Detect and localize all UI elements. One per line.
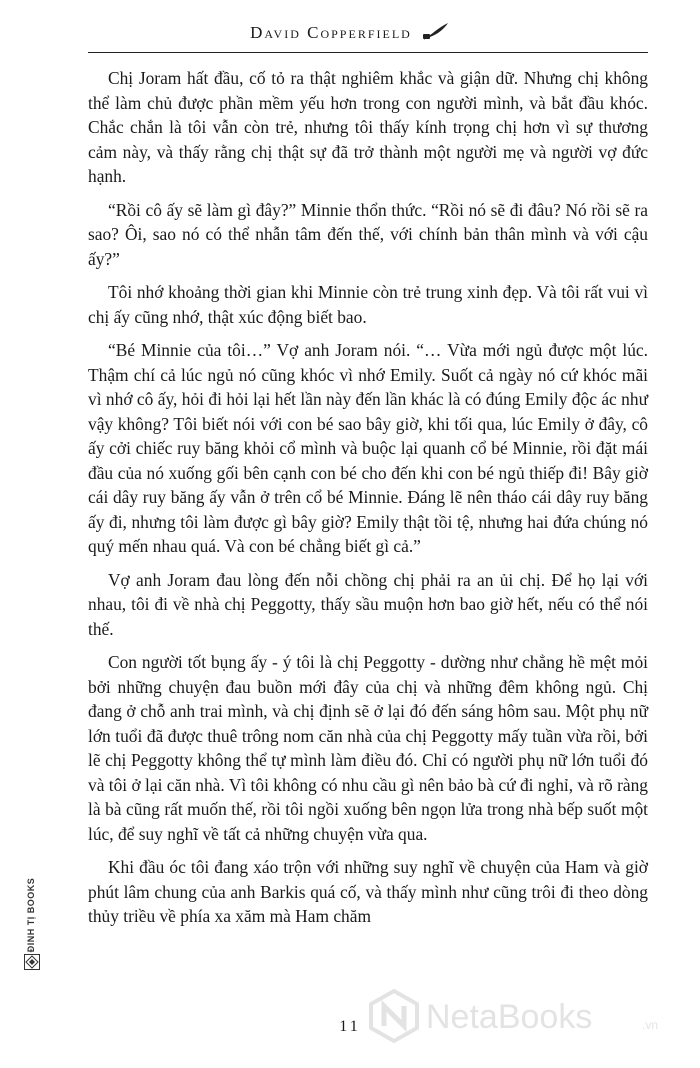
netabooks-logo-icon	[368, 988, 420, 1044]
dinhti-logo-icon	[24, 954, 40, 970]
watermark-text: NetaBooks	[426, 998, 593, 1036]
watermark-suffix: .vn	[642, 1018, 659, 1032]
quill-icon	[422, 22, 450, 40]
paragraph-4: “Bé Minnie của tôi…” Vợ anh Joram nói. “… Vừa mới ngủ được một lúc. Thậm chí cả lúc ngủ nó cũng khóc vì nhớ Emily. Suốt cả ngày nó cứ khóc mãi vì nhớ cô ấy, hỏi đi hỏi lại hết lần này đến lần khác là có đúng Emily độc ác như vậy không? Tôi biết nói với con bé sao bây giờ, khi tối qua, lúc Emily ở đây, cô ấy cởi chiếc ruy băng khỏi cổ mình và buộc lại quanh cổ bé Minnie, rồi đặt mái đầu của nó xuống gối bên cạnh con bé cho đến khi con bé ngủ thiếp đi! Bây giờ cái dây ruy băng ấy vẫn ở trên cổ bé Minnie. Đáng lẽ nên tháo cái dây ruy băng ấy đi, nhưng tôi làm được gì bây giờ? Emily thật tồi tệ, nhưng hai đứa chúng nó quý mến nhau quá. Và con bé chẳng biết gì cả.”	[88, 340, 648, 556]
paragraph-5: Vợ anh Joram đau lòng đến nỗi chồng chị phải ra an ủi chị. Để họ lại với nhau, tôi đi về nhà chị Peggotty, thấy sầu muộn hơn bao giờ hết, nếu có thể nói thế.	[88, 569, 648, 639]
paragraph-3: Tôi nhớ khoảng thời gian khi Minnie còn trẻ trung xinh đẹp. Và tôi rất vui vì chị ấy cũng nhớ, thật xúc động biết bao.	[88, 282, 648, 327]
paragraph-1: Chị Joram hất đầu, cố tỏ ra thật nghiêm khắc và giận dữ. Nhưng chị không thể làm chủ được phần mềm yếu hơn trong con người mình, và bắt đầu khóc. Chắc chắn là tôi vẫn còn trẻ, nhưng tôi thấy kính trọng chị hơn vì sự thương cảm này, và thấy rằng chị thật sự đã trở thành một người mẹ và người vợ đức hạnh.	[88, 68, 648, 186]
running-header	[0, 22, 700, 43]
page-number: 11	[339, 1018, 361, 1035]
side-brand	[24, 877, 40, 970]
paragraph-6: Con người tốt bụng ấy - ý tôi là chị Peggotty - dường như chẳng hề mệt mỏi bởi những chuyện đau buồn mới đây của chị và những đêm không ngủ. Chị đang ở chỗ anh trai mình, và chị định sẽ ở lại đó đến sáng hôm sau. Một phụ nữ lớn tuổi đã được thuê trông nom căn nhà của chị Peggotty mấy tuần vừa rồi, bởi lẽ chị Peggotty không thể tự mình làm điều đó. Chỉ có người phụ nữ lớn tuổi đó và tôi ở lại căn nhà. Vì tôi không có nhu cầu gì nên bảo bà cứ đi nghỉ, và rõ ràng là bà cũng rất muốn thế, rồi tôi ngồi xuống bên ngọn lửa trong nhà bếp suốt một lúc, để suy nghĩ về tất cả những chuyện vừa qua.	[88, 652, 648, 844]
paragraph-7: Khi đầu óc tôi đang xáo trộn với những suy nghĩ về chuyện của Ham và giờ phút lâm chung của anh Barkis quá cố, và thấy mình như cũng trôi đi theo dòng thủy triều về phía xa xăm mà Ham chăm	[88, 857, 648, 926]
netabooks-watermark	[368, 988, 688, 1048]
header-title: David Copperfield	[250, 23, 412, 42]
paragraph-2: “Rồi cô ấy sẽ làm gì đây?” Minnie thổn thức. “Rồi nó sẽ đi đâu? Nó rồi sẽ ra sao? Ôi, sao nó có thể nhẫn tâm đến thế, với chính bản thân mình và với cậu ấy?”	[88, 199, 648, 269]
side-brand-text: ĐINH TỊ BOOKS	[26, 877, 36, 953]
body-text	[88, 66, 648, 938]
header-rule	[88, 52, 648, 53]
